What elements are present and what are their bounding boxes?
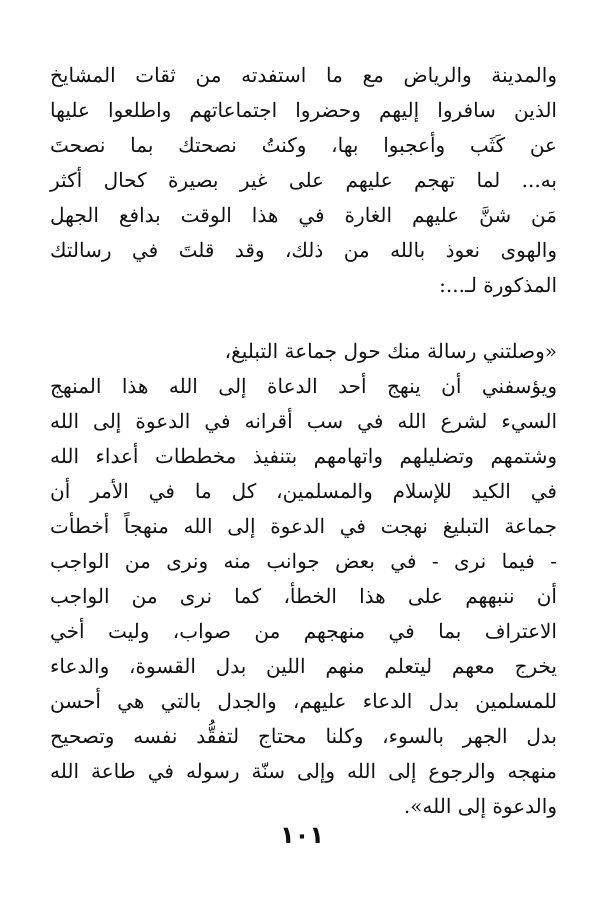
text-line: منهجه والرجوع إلى الله وإلى سنّة رسوله في طاعة الله bbox=[50, 759, 557, 783]
text-line: «وصلتني رسالة منك حول جماعة التبليغ، bbox=[224, 339, 557, 363]
text-line: الاعتراف بما في منهجهم من صواب، وليت أخي bbox=[50, 619, 557, 643]
page-number: ١٠١ bbox=[280, 821, 324, 849]
text-line: والمدينة والرياض مع ما استفدته من ثقات المشايخ bbox=[50, 63, 557, 87]
text-line: الذين سافروا إليهم وحضروا اجتماعاتهم واطلعوا عليها bbox=[50, 98, 557, 122]
text-line: والهوى نعوذ بالله من ذلك، وقد قلتَ في رسالتك bbox=[50, 238, 557, 262]
paragraph-2-quotation bbox=[50, 334, 557, 824]
text-line: ويؤسفني أن ينهج أحد الدعاة إلى الله هذا المنهج bbox=[50, 374, 557, 398]
paragraph-1 bbox=[50, 58, 557, 303]
text-line: - فيما نرى - في بعض جوانب منه ونرى من الواجب bbox=[50, 549, 557, 573]
text-line: مَن شنَّ عليهم الغارة في هذا الوقت بدافع الجهل bbox=[50, 203, 557, 227]
text-line: عن كَثَب وأعجبوا بها، وكنتُ نصحتك بما نصحتَ bbox=[50, 133, 557, 157]
text-line: المذكورة لـ...: bbox=[439, 273, 557, 297]
text-line: وشتمهم وتضليلهم واتهامهم بتنفيذ مخططات أعداء الله bbox=[50, 444, 557, 468]
text-line: به... لما تهجم عليهم على غير بصيرة كحال أكثر bbox=[50, 168, 557, 192]
text-line: أن ننبههم على هذا الخطأ، كما نرى من الواجب bbox=[50, 584, 557, 608]
text-line: يخرج معهم ليتعلم منهم اللين بدل القسوة، والدعاء bbox=[50, 654, 557, 678]
text-line: جماعة التبليغ نهجت في الدعوة إلى الله منهجاً أخطأت bbox=[50, 514, 557, 538]
text-line: في الكيد للإسلام والمسلمين، كل ما في الأمر أن bbox=[50, 479, 557, 503]
text-line: والدعوة إلى الله». bbox=[403, 794, 557, 818]
text-line: السيء لشرع الله في سب أقرانه في الدعوة إلى الله bbox=[50, 409, 557, 433]
text-line: للمسلمين بدل الدعاء عليهم، والجدل بالتي هي أحسن bbox=[50, 689, 557, 713]
text-line: بدل الجهر بالسوء، وكلنا محتاج لتفقُّد نفسه وتصحيح bbox=[50, 724, 557, 748]
